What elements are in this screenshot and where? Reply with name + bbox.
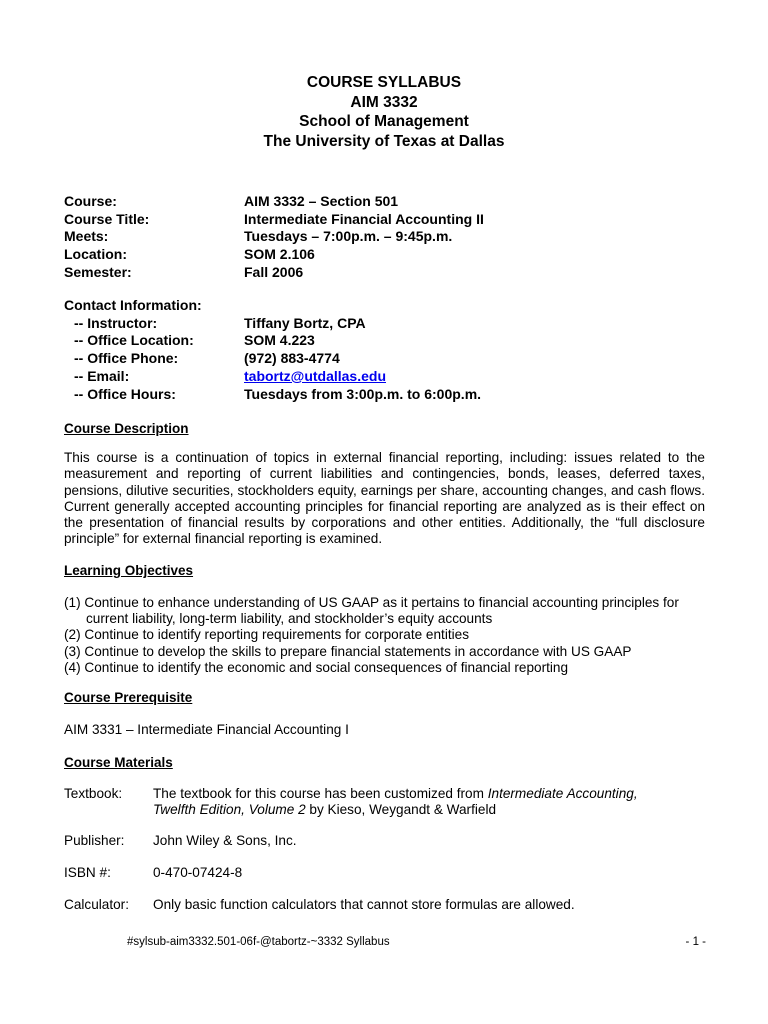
- contact-info-block: [64, 297, 481, 403]
- office-hours-label: -- Office Hours:: [74, 385, 176, 402]
- isbn-value: 0-470-07424-8: [153, 865, 243, 880]
- list-item: (1) Continue to enhance understanding of US GAAP as it pertains to financial accounting principles for current liability, long-term liability, and stockholder’s equity accounts: [64, 595, 679, 627]
- publisher-row: [64, 833, 673, 849]
- document-header: [0, 73, 768, 151]
- email-link[interactable]: tabortz@utdallas.edu: [244, 367, 386, 384]
- contact-row-instructor: [64, 315, 481, 333]
- office-hours-value: Tuesdays from 3:00p.m. to 6:00p.m.: [244, 385, 482, 402]
- calculator-value: Only basic function calculators that cannot store formulas are allowed.: [153, 897, 575, 912]
- course-info-row: [64, 211, 484, 229]
- textbook-authors: by Kieso, Weygandt & Warfield: [305, 802, 497, 818]
- isbn-row: [64, 865, 673, 881]
- list-item: (4) Continue to identify the economic and social consequences of financial reporting: [64, 659, 569, 675]
- course-description-text: This course is a continuation of topics in external financial reporting, including: issues related to the measurement and reporting of current liabilities and contingencies, bonds, leases, deferred taxes, pensions, dilutive securities, stockholders equity, earnings per share, accounting changes, and cash flows. Current generally accepted accounting principles for financial reporting are analyzed as is their effect on the presentation of financial results by corporations and other entities. Additionally, the “full disclosure principle” for external financial reporting is examined.: [64, 450, 705, 547]
- course-info-value: AIM 3332 – Section 501: [244, 193, 399, 209]
- email-label: -- Email:: [74, 367, 130, 384]
- office-phone-value: (972) 883-4774: [244, 350, 340, 367]
- contact-row-office-phone: [64, 350, 481, 368]
- course-info-row: [64, 228, 484, 246]
- contact-heading-row: [64, 297, 481, 315]
- contact-row-office-location: [64, 332, 481, 350]
- course-materials-heading: Course Materials: [64, 755, 173, 770]
- header-course-code: AIM 3332: [350, 93, 418, 111]
- header-university: The University of Texas at Dallas: [263, 132, 505, 150]
- isbn-label: ISBN #:: [64, 865, 111, 880]
- contact-heading: Contact Information:: [64, 297, 202, 313]
- textbook-row: [64, 786, 673, 819]
- course-info-row: [64, 193, 484, 211]
- publisher-label: Publisher:: [64, 833, 125, 848]
- footer-path: #sylsub-aim3332.501-06f-@tabortz-~3332 Syllabus: [127, 936, 390, 948]
- course-info-value: Fall 2006: [244, 263, 304, 280]
- course-info-label: Semester:: [64, 263, 132, 280]
- textbook-title: Intermediate Accounting, Twelfth Edition, Volume 2: [153, 786, 638, 818]
- office-phone-label: -- Office Phone:: [74, 350, 179, 367]
- course-info-value: Tuesdays – 7:00p.m. – 9:45p.m.: [244, 228, 453, 245]
- publisher-value: John Wiley & Sons, Inc.: [153, 833, 297, 848]
- course-info-value: SOM 2.106: [244, 246, 315, 263]
- textbook-label: Textbook:: [64, 786, 123, 801]
- course-info-label: Course:: [64, 193, 117, 209]
- learning-objectives-list: [64, 595, 724, 676]
- course-description-heading: Course Description: [64, 421, 189, 436]
- textbook-intro: The textbook for this course has been customized from: [153, 786, 488, 801]
- header-school: School of Management: [299, 113, 469, 130]
- course-info-label: Course Title:: [64, 210, 150, 227]
- office-location-value: SOM 4.223: [244, 332, 315, 349]
- contact-row-email: [64, 368, 481, 386]
- course-prerequisite-heading: Course Prerequisite: [64, 690, 193, 705]
- course-info-label: Location:: [64, 246, 127, 263]
- course-info-label: Meets:: [64, 228, 109, 245]
- course-info-value: Intermediate Financial Accounting II: [244, 210, 484, 227]
- footer-page-number: - 1 -: [685, 936, 706, 948]
- course-prerequisite-text: AIM 3331 – Intermediate Financial Accounting I: [64, 722, 349, 737]
- list-item: (2) Continue to identify reporting requirements for corporate entities: [64, 627, 469, 643]
- course-info-block: [64, 193, 484, 282]
- instructor-value: Tiffany Bortz, CPA: [244, 314, 366, 331]
- calculator-label: Calculator:: [64, 897, 129, 912]
- course-info-row: [64, 246, 484, 264]
- course-info-row: [64, 264, 484, 282]
- calculator-row: [64, 897, 673, 913]
- contact-row-office-hours: [64, 386, 481, 404]
- instructor-label: -- Instructor:: [74, 314, 158, 331]
- list-item: (3) Continue to develop the skills to prepare financial statements in accordance with US GAAP: [64, 643, 632, 659]
- textbook-value: [153, 786, 673, 819]
- learning-objectives-heading: Learning Objectives: [64, 563, 194, 578]
- header-title: COURSE SYLLABUS: [306, 74, 462, 91]
- office-location-label: -- Office Location:: [74, 332, 194, 349]
